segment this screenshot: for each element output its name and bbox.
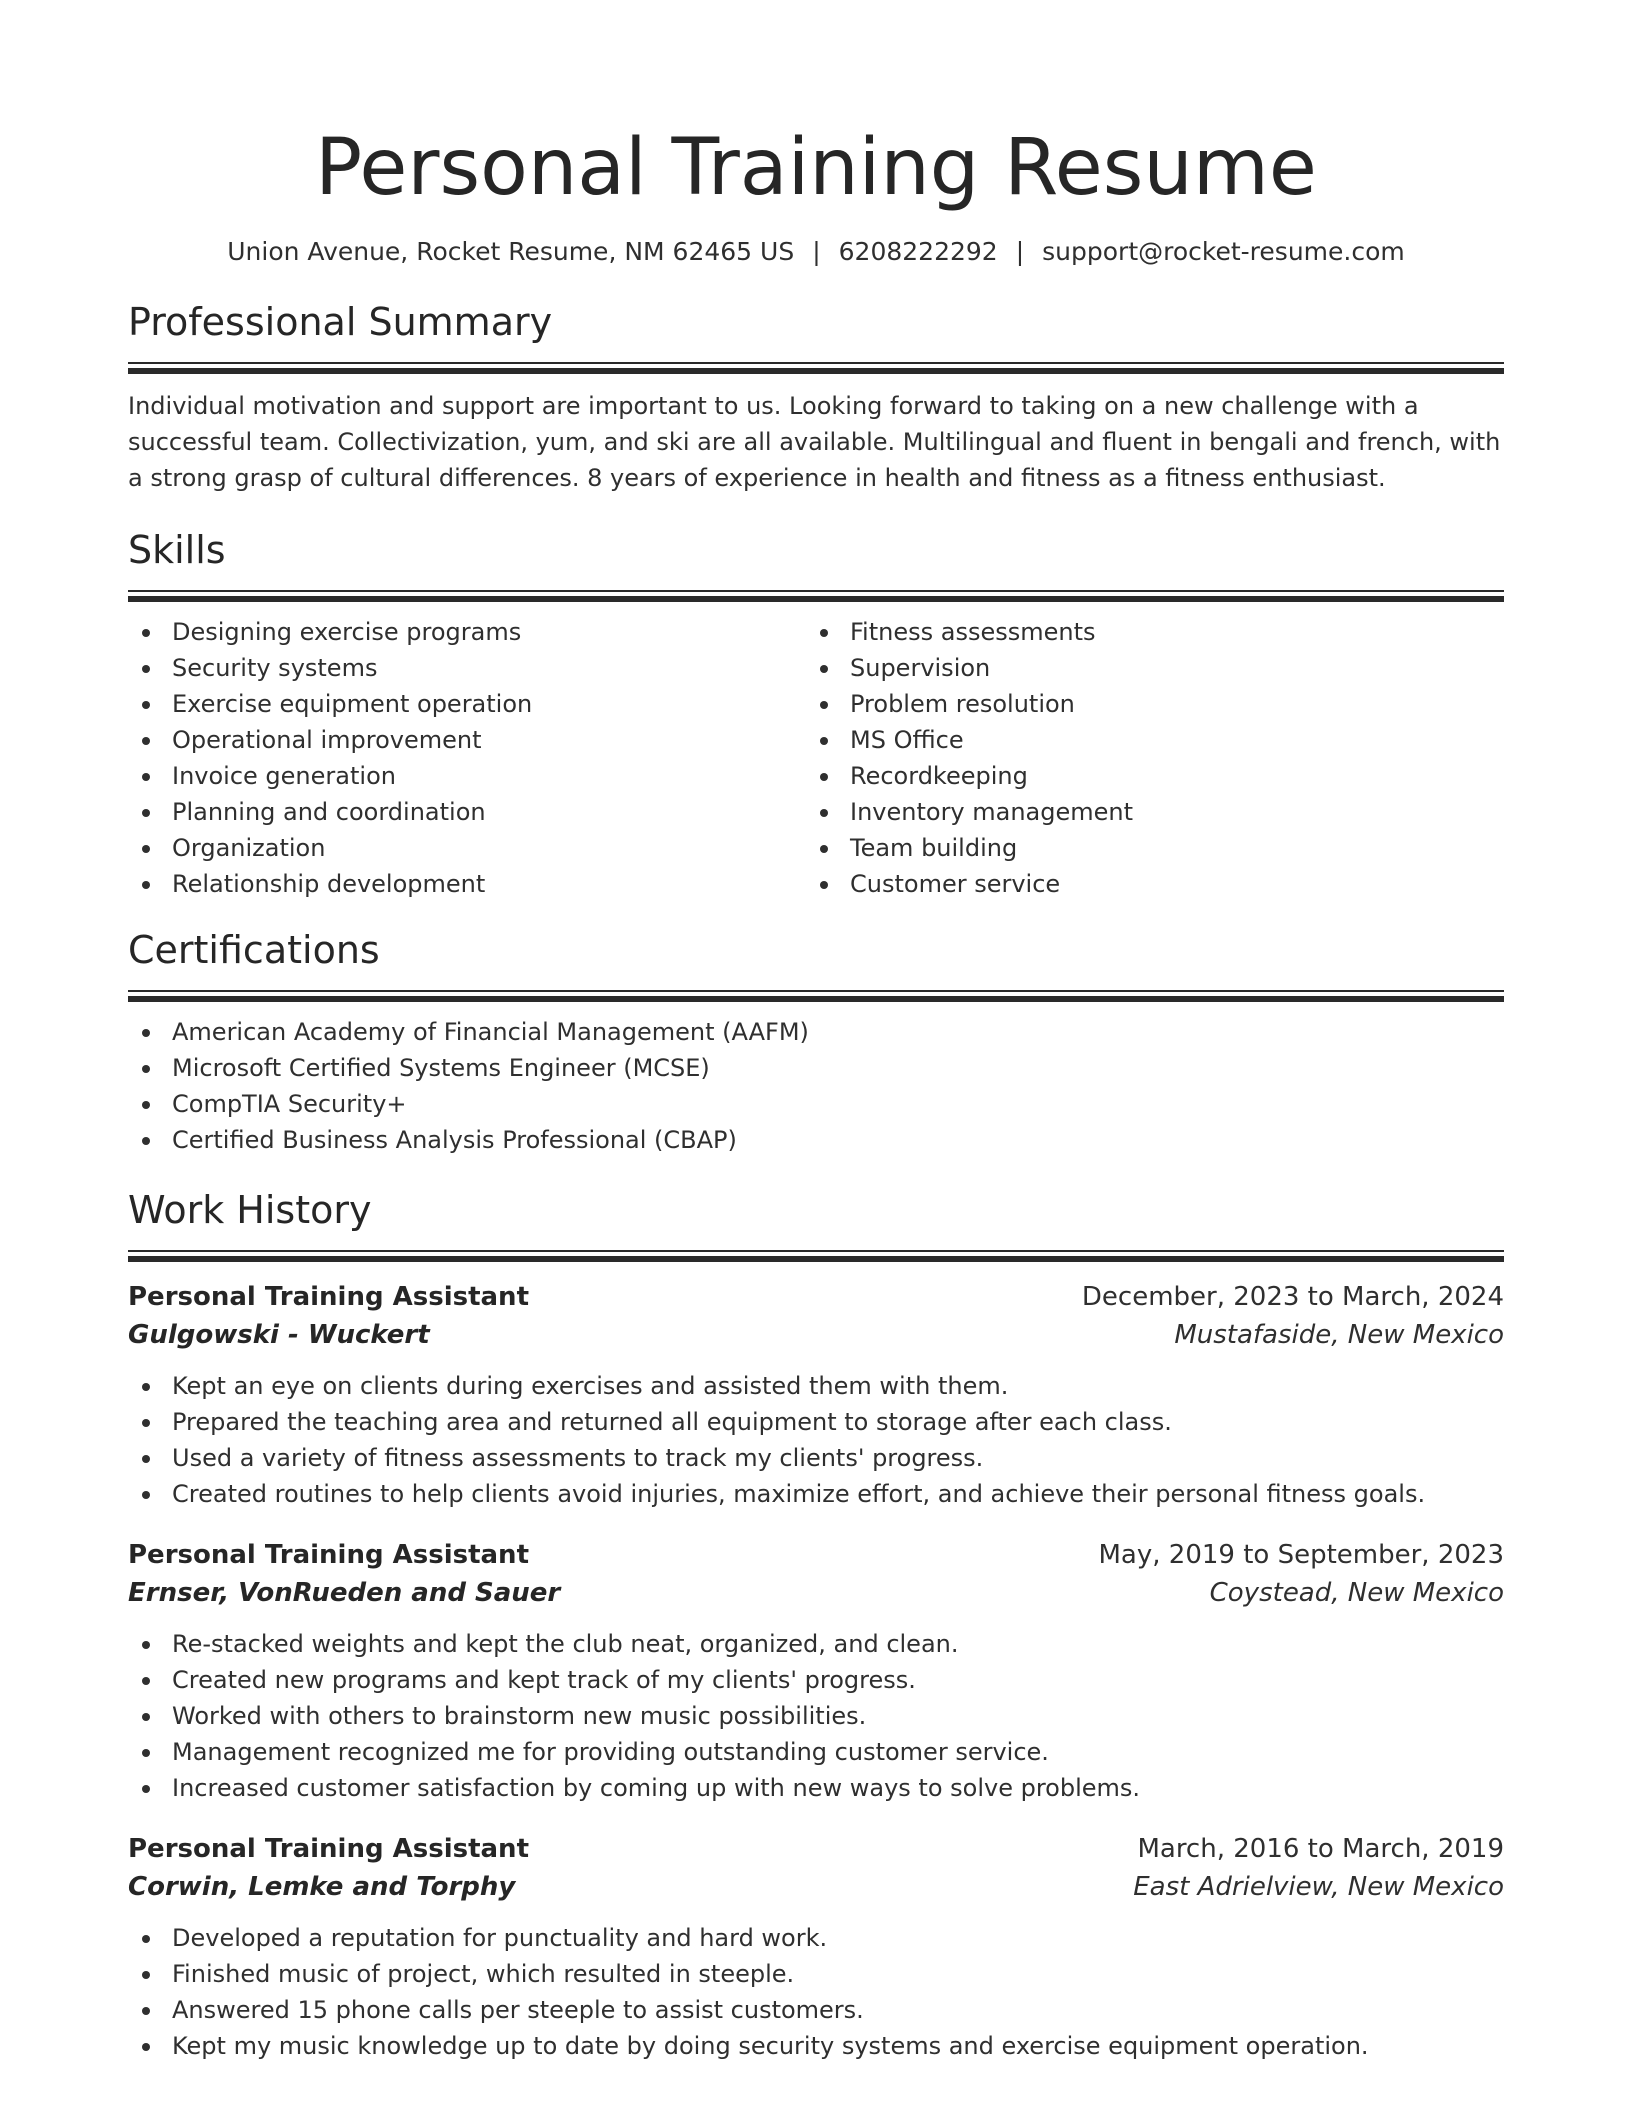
contact-separator: |	[1015, 237, 1025, 266]
job-entry	[128, 1830, 1504, 2064]
skill-item: Operational improvement	[128, 722, 806, 758]
contact-address: Union Avenue, Rocket Resume, NM 62465 US	[227, 237, 795, 266]
summary-section	[128, 298, 1504, 496]
skills-list-left	[128, 614, 806, 902]
job-header	[128, 1278, 1504, 1316]
certification-item: CompTIA Security+	[128, 1086, 1504, 1122]
job-bullet: Prepared the teaching area and returned all equipment to storage after each class.	[128, 1404, 1504, 1440]
job-bullet: Kept my music knowledge up to date by doing security systems and exercise equipment operation.	[128, 2028, 1504, 2064]
work-history-section	[128, 1186, 1504, 2064]
job-bullet: Developed a reputation for punctuality and hard work.	[128, 1920, 1504, 1956]
job-bullet: Created new programs and kept track of my clients' progress.	[128, 1662, 1504, 1698]
job-entry	[128, 1536, 1504, 1806]
certification-item: American Academy of Financial Management (AAFM)	[128, 1014, 1504, 1050]
job-bullet: Worked with others to brainstorm new music possibilities.	[128, 1698, 1504, 1734]
skills-column-right	[806, 614, 1484, 902]
certification-item: Microsoft Certified Systems Engineer (MCSE)	[128, 1050, 1504, 1086]
job-subheader	[128, 1574, 1504, 1612]
contact-email: support@rocket-resume.com	[1042, 237, 1405, 266]
section-divider	[128, 362, 1504, 374]
section-heading-work-history: Work History	[128, 1188, 372, 1232]
job-bullet: Created routines to help clients avoid injuries, maximize effort, and achieve their personal fitness goals.	[128, 1476, 1504, 1512]
job-company: Ernser, VonRueden and Sauer	[128, 1578, 561, 1608]
skill-item: Security systems	[128, 650, 806, 686]
job-bullets	[128, 1920, 1504, 2064]
job-location: East Adrielview, New Mexico	[1133, 1872, 1504, 1902]
skill-item: Relationship development	[128, 866, 806, 902]
resume-title: Personal Training Resume	[315, 123, 1317, 213]
job-bullets	[128, 1368, 1504, 1512]
skill-item: Supervision	[806, 650, 1484, 686]
skill-item: Planning and coordination	[128, 794, 806, 830]
certifications-list	[128, 1014, 1504, 1158]
skill-item: Designing exercise programs	[128, 614, 806, 650]
skill-item: Team building	[806, 830, 1484, 866]
job-company: Gulgowski - Wuckert	[128, 1320, 430, 1350]
skill-item: Customer service	[806, 866, 1484, 902]
contact-line	[128, 234, 1504, 270]
job-title: Personal Training Assistant	[128, 1282, 529, 1312]
skills-list-right	[806, 614, 1484, 902]
section-heading-summary: Professional Summary	[128, 300, 553, 344]
skill-item: Invoice generation	[128, 758, 806, 794]
job-bullet: Increased customer satisfaction by coming up with new ways to solve problems.	[128, 1770, 1504, 1806]
contact-phone: 6208222292	[838, 237, 998, 266]
skill-item: Fitness assessments	[806, 614, 1484, 650]
job-dates: March, 2016 to March, 2019	[1137, 1834, 1504, 1864]
skill-item: Exercise equipment operation	[128, 686, 806, 722]
skills-grid	[128, 614, 1504, 902]
job-header	[128, 1830, 1504, 1868]
skill-item: Recordkeeping	[806, 758, 1484, 794]
job-location: Mustafaside, New Mexico	[1174, 1320, 1504, 1350]
skill-item: Organization	[128, 830, 806, 866]
section-heading-certifications: Certifications	[128, 928, 380, 972]
job-bullet: Management recognized me for providing outstanding customer service.	[128, 1734, 1504, 1770]
job-bullet: Answered 15 phone calls per steeple to assist customers.	[128, 1992, 1504, 2028]
job-bullets	[128, 1626, 1504, 1806]
skill-item: Inventory management	[806, 794, 1484, 830]
skills-section	[128, 526, 1504, 902]
job-title: Personal Training Assistant	[128, 1834, 529, 1864]
section-divider	[128, 590, 1504, 602]
certification-item: Certified Business Analysis Professional (CBAP)	[128, 1122, 1504, 1158]
contact-separator: |	[812, 237, 821, 266]
job-header	[128, 1536, 1504, 1574]
job-entry	[128, 1278, 1504, 1512]
resume-page	[128, 0, 1504, 2064]
job-location: Coystead, New Mexico	[1209, 1578, 1504, 1608]
summary-text: Individual motivation and support are important to us. Looking forward to taking on a new challenge with a successful team. Collectivization, yum, and ski are all available. Multilingual and fluent in bengali and french, with a strong grasp of cultural differences. 8 years of experience in health and fitness as a fitness enthusiast.	[128, 392, 1501, 492]
job-bullet: Re-stacked weights and kept the club neat, organized, and clean.	[128, 1626, 1504, 1662]
job-dates: December, 2023 to March, 2024	[1081, 1282, 1504, 1312]
certifications-section	[128, 926, 1504, 1158]
job-dates: May, 2019 to September, 2023	[1098, 1540, 1504, 1570]
job-title: Personal Training Assistant	[128, 1540, 529, 1570]
job-subheader	[128, 1868, 1504, 1906]
skill-item: MS Office	[806, 722, 1484, 758]
skills-column-left	[128, 614, 806, 902]
job-bullet: Kept an eye on clients during exercises and assisted them with them.	[128, 1368, 1504, 1404]
job-bullet: Finished music of project, which resulted in steeple.	[128, 1956, 1504, 1992]
job-company: Corwin, Lemke and Torphy	[128, 1872, 516, 1902]
job-bullet: Used a variety of fitness assessments to track my clients' progress.	[128, 1440, 1504, 1476]
section-divider	[128, 1250, 1504, 1262]
section-heading-skills: Skills	[128, 528, 226, 572]
section-divider	[128, 990, 1504, 1002]
job-subheader	[128, 1316, 1504, 1354]
skill-item: Problem resolution	[806, 686, 1484, 722]
